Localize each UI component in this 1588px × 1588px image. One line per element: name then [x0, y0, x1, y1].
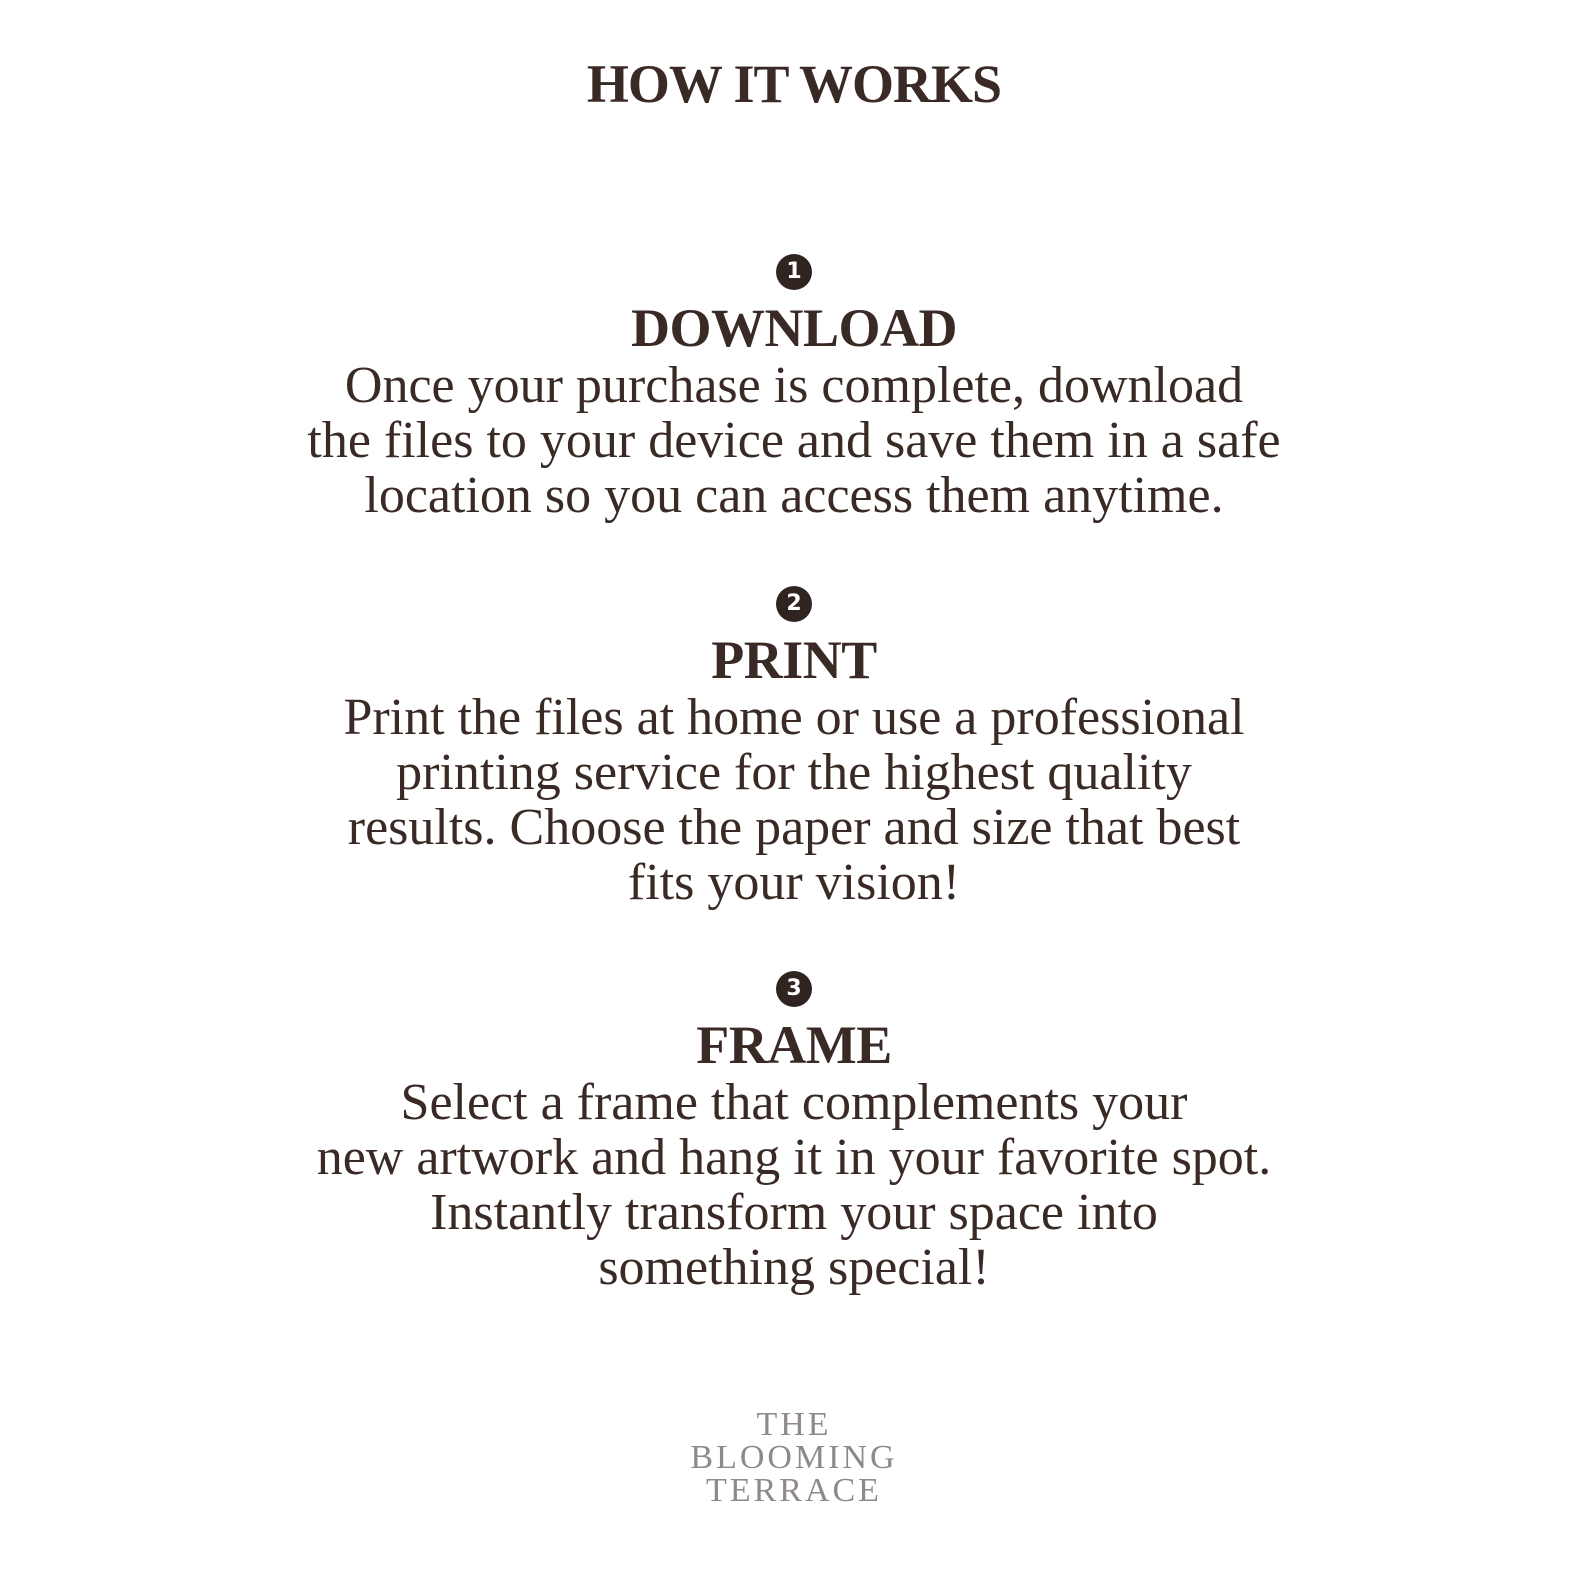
step-number-badge: 3	[776, 971, 812, 1007]
step-description-line: the files to your device and save them in a safe	[307, 412, 1281, 469]
brand-logo	[0, 1408, 1588, 1507]
step-description-line: new artwork and hang it in your favorite spot.	[316, 1129, 1272, 1186]
step-number-badge: 2	[776, 586, 812, 622]
step-description-line: results. Choose the paper and size that best	[347, 799, 1241, 856]
brand-logo-line: TERRACE	[706, 1472, 882, 1509]
step-print	[0, 586, 1588, 910]
step-heading: DOWNLOAD	[630, 298, 957, 358]
step-description-line: Instantly transform your space into	[430, 1184, 1158, 1241]
step-description-line: Once your purchase is complete, download	[344, 357, 1244, 414]
step-download	[0, 254, 1588, 523]
step-description-line: Select a frame that complements your	[400, 1074, 1188, 1131]
step-description-line: Print the files at home or use a professional	[343, 689, 1245, 746]
step-number-badge: 1	[776, 254, 812, 290]
step-description-line: something special!	[598, 1239, 990, 1296]
step-description-line: fits your vision!	[627, 854, 961, 911]
step-description	[0, 690, 1588, 910]
step-heading: FRAME	[696, 1015, 892, 1075]
step-description-line: location so you can access them anytime.	[364, 467, 1224, 524]
brand-logo-line: THE	[756, 1406, 832, 1443]
step-description	[0, 1075, 1588, 1295]
step-heading: PRINT	[711, 630, 877, 690]
brand-logo-line: BLOOMING	[690, 1439, 898, 1476]
step-description	[0, 358, 1588, 523]
step-description-line: printing service for the highest quality	[396, 744, 1192, 801]
page-title: HOW IT WORKS	[586, 54, 1002, 114]
step-frame	[0, 971, 1588, 1295]
